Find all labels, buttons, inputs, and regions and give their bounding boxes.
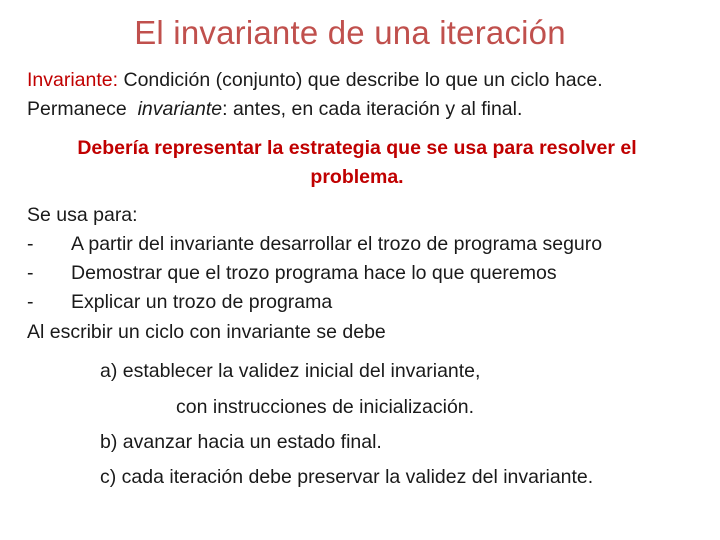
list-item-text: A partir del invariante desarrollar el trozo de programa seguro xyxy=(71,233,603,255)
list-bullet: - xyxy=(27,262,34,284)
definition-term: Invariante: xyxy=(27,69,119,91)
slide-title: El invariante de una iteración xyxy=(134,14,566,51)
list-item xyxy=(27,230,707,258)
list-item-text: Demostrar que el trozo programa hace lo que queremos xyxy=(71,262,557,284)
remains-line xyxy=(27,95,522,123)
step-a: a) establecer la validez inicial del invariante, xyxy=(100,360,481,382)
steps-heading: Al escribir un ciclo con invariante se debe xyxy=(27,321,386,343)
list-bullet: - xyxy=(27,291,34,313)
list-item-text: Explicar un trozo de programa xyxy=(71,291,333,313)
highlight-line-2: problema. xyxy=(310,166,404,188)
uses-heading: Se usa para: xyxy=(27,204,138,226)
definition-line xyxy=(27,66,603,94)
step-a-continuation: con instrucciones de inicialización. xyxy=(176,396,475,418)
highlight-line-1: Debería representar la estrategia que se usa para resolver el xyxy=(77,137,637,159)
step-c: c) cada iteración debe preservar la validez del invariante. xyxy=(100,466,594,488)
remains-emphasis: invariante xyxy=(137,98,223,120)
definition-text: Condición (conjunto) que describe lo que un ciclo hace. xyxy=(118,69,603,91)
list-item xyxy=(27,259,707,287)
list-item xyxy=(27,288,707,316)
remains-suffix: : antes, en cada iteración y al final. xyxy=(222,98,523,120)
list-bullet: - xyxy=(27,233,34,255)
step-b: b) avanzar hacia un estado final. xyxy=(100,431,382,453)
remains-prefix: Permanece xyxy=(27,98,138,120)
